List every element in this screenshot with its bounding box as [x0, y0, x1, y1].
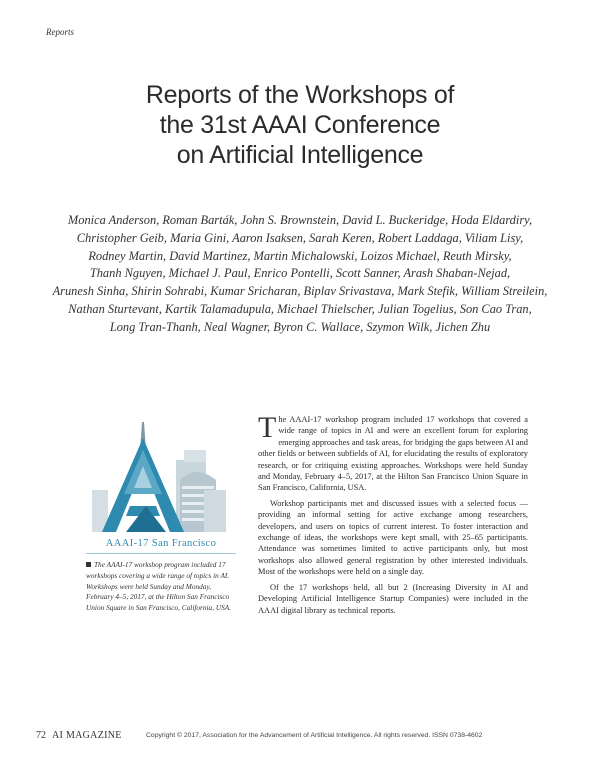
article-body: [258, 411, 528, 616]
author-line: Long Tran-Thanh, Neal Wagner, Byron C. Wallace, Szymon Wilk, Jichen Zhu: [109, 319, 491, 334]
author-line: Christopher Geib, Maria Gini, Aaron Isaksen, Sarah Keren, Robert Laddaga, Viliam Lisy,: [76, 230, 524, 245]
magazine-name: AI MAGAZINE: [52, 730, 122, 741]
author-line: Rodney Martin, David Martinez, Martin Michalowski, Loizos Michael, Reuth Mirsky,: [88, 248, 512, 263]
author-line: Thanh Nguyen, Michael J. Paul, Enrico Pontelli, Scott Sanner, Arash Shaban-Nejad,: [89, 266, 511, 281]
section-label: Reports: [46, 27, 74, 37]
body-paragraph: Of the 17 workshops held, all but 2 (Increasing Diversity in AI and Developing Artificial Intelligence Startup Companies) were included in the AAAI digital library as technical reports.: [258, 582, 528, 615]
page-footer: [36, 730, 566, 741]
article-title: [0, 80, 600, 170]
aaai-logo-illustration: [84, 420, 238, 555]
drop-cap: T: [258, 411, 277, 444]
figure-caption: [86, 560, 236, 614]
logo-wordmark: AAAI-17 San Francisco: [105, 538, 217, 549]
author-line: Arunesh Sinha, Shirin Sohrabi, Kumar Sricharan, Biplav Srivastava, Mark Stefik, William Streilein,: [52, 284, 548, 299]
title-line: the 31st AAAI Conference: [159, 111, 441, 139]
logo-divider: [86, 553, 236, 554]
caption-text: The AAAI-17 workshop program included 17 workshops covering a wide range of topics in AI. Workshops were held Sunday and Monday, February 4–5, 2017, at the Hilton San Francisco Union Square in San Francisco, California, USA.: [86, 560, 232, 613]
author-list: [40, 212, 560, 337]
body-paragraph: Workshop participants met and discussed issues with a selected focus — providing an informal setting for active exchange among researchers, developers, and users on topics of current interest. To foster interaction and exchange of ideas, the workshops were kept small, with 25–65 participants. Attendance was sometimes limited to active participants only, but most workshops also allowed general registration by other interested individuals. Most of the workshops were held on a single day.: [258, 498, 528, 577]
title-line: Reports of the Workshops of: [145, 81, 455, 109]
paragraph-text: he AAAI-17 workshop program included 17 workshops that covered a wide range of topics in AI and were an excellent forum for exploring emerging approaches and task areas, for bridging the gaps between AI and other fields or between subfields of AI, for elucidating the results of exploratory research, or for critiquing existing approaches. Workshops were held Sunday and Monday, February 4–5, 2017, at the Hilton San Francisco Union Square in San Francisco, California, USA.: [258, 415, 528, 493]
title-line: on Artificial Intelligence: [176, 141, 424, 169]
body-paragraph: [258, 411, 528, 494]
author-line: Nathan Sturtevant, Kartik Talamadupula, Michael Thielscher, Julian Togelius, Son Cao Tran,: [68, 301, 532, 316]
copyright-notice: Copyright © 2017, Association for the Advancement of Artificial Intelligence. All rights reserved. ISSN 0738-4602: [146, 732, 483, 739]
author-line: Monica Anderson, Roman Barták, John S. Brownstein, David L. Buckeridge, Hoda Eldardiry,: [67, 213, 533, 227]
caption-bullet-icon: [86, 562, 91, 567]
page-number: 72: [36, 730, 46, 741]
